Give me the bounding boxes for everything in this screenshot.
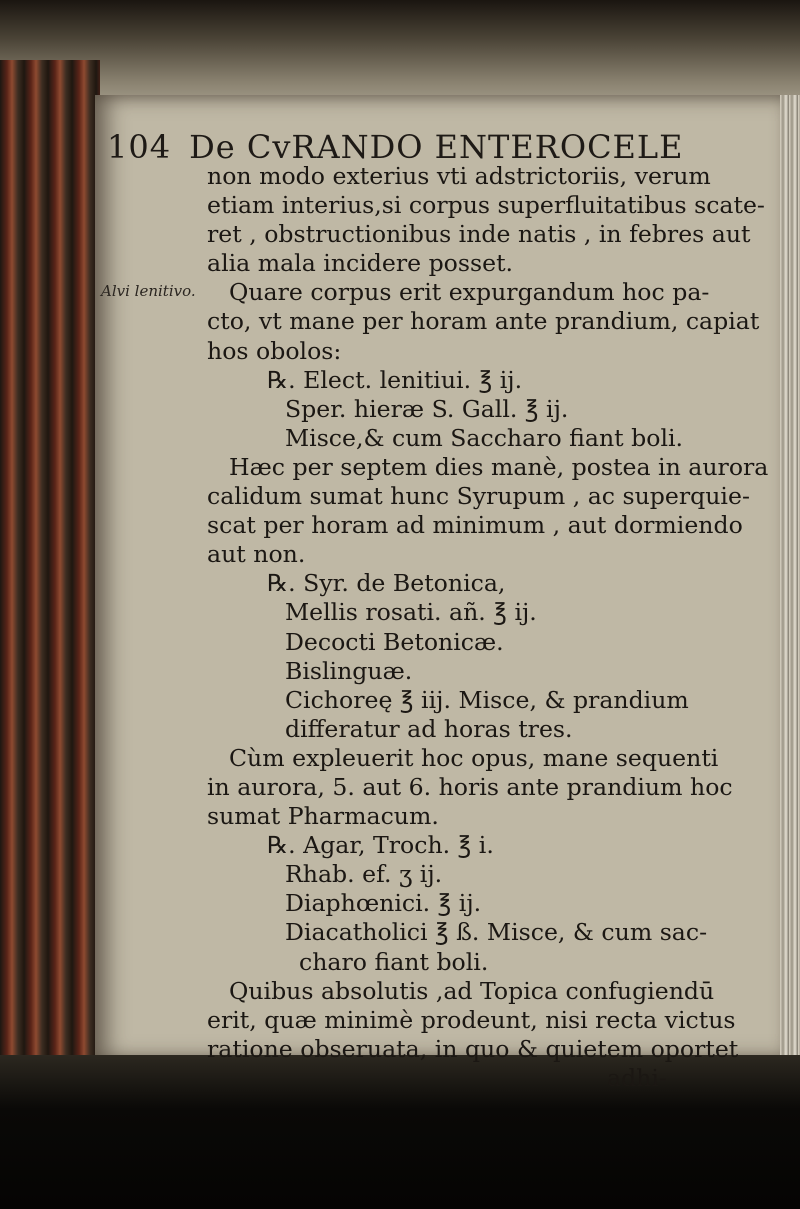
text-line: Cùm expleuerit hoc opus, mane sequenti [229,743,719,772]
text-line: calidum sumat hunc Syrupum , ac superquie- [207,482,750,511]
text-line: alia mala incidere posset. [207,249,514,278]
text-line: non modo exterius vti adstrictoriis, verum [207,162,711,190]
recipe-line: ℞. Syr. de Betonica, [267,569,506,598]
text-line: ratione obseruata, in quo & quietem oportet [207,1034,739,1063]
recipe-line: Sper. hieræ S. Gall. ℥ ij. [285,394,569,423]
text-line: etiam interius,si corpus superfluitatibus scate- [207,191,765,220]
text-line: scat per horam ad minimum , aut dormiendo [207,511,743,540]
text-line: hos obolos: [207,336,342,365]
recipe-line: Diaphœnici. ℥ ij. [285,889,482,918]
recipe-line: Decocti Betonicæ. [285,627,504,656]
recipe-line: Rhab. ef. ʒ ij. [285,860,443,889]
body-text [207,162,777,1093]
text-line: ret , obstructionibus inde natis , in febres aut [207,220,751,249]
text-line: Quibus absolutis ,ad Topica confugiendū [229,976,715,1005]
recipe-line: Misce,& cum Saccharo fiant boli. [285,423,684,452]
text-line: aut non. [207,540,306,569]
recipe-line: Bislinguæ. [285,656,413,685]
scan-background-top [0,0,800,110]
recipe-line: charo fiant boli. [299,947,489,976]
margin-annotation: Alvi lenitivo. [101,282,196,300]
running-title: De CvRANDO ENTEROCELE [189,128,684,166]
page-stack-edge [780,95,800,1055]
text-line: cto, vt mane per horam ante prandium, capiat [207,307,760,336]
recipe-line: differatur ad horas tres. [285,714,573,743]
page-number: 104 [107,128,172,166]
text-line: Hæc per septem dies manè, postea in aurora [229,452,769,481]
catchword: adhi- [607,1063,667,1092]
text-line: erit, quæ minimè prodeunt, nisi recta victus [207,1005,736,1034]
text-line: sumat Pharmacum. [207,802,439,831]
text-line: in aurora, 5. aut 6. horis ante prandium hoc [207,772,733,801]
book-binding [0,60,100,1060]
recipe-line: Mellis rosati. añ. ℥ ij. [285,598,537,627]
recipe-line: ℞. Agar, Troch. ℥ i. [267,831,494,860]
running-head [107,128,767,166]
text-line: Quare corpus erit expurgandum hoc pa- [229,278,710,307]
recipe-line: ℞. Elect. lenitiui. ℥ ij. [267,365,523,394]
recipe-line: Diacatholici ℥ ß. Misce, & cum sac- [285,918,708,947]
recipe-line: Cichoreę ℥ iij. Misce, & prandium [285,685,689,714]
